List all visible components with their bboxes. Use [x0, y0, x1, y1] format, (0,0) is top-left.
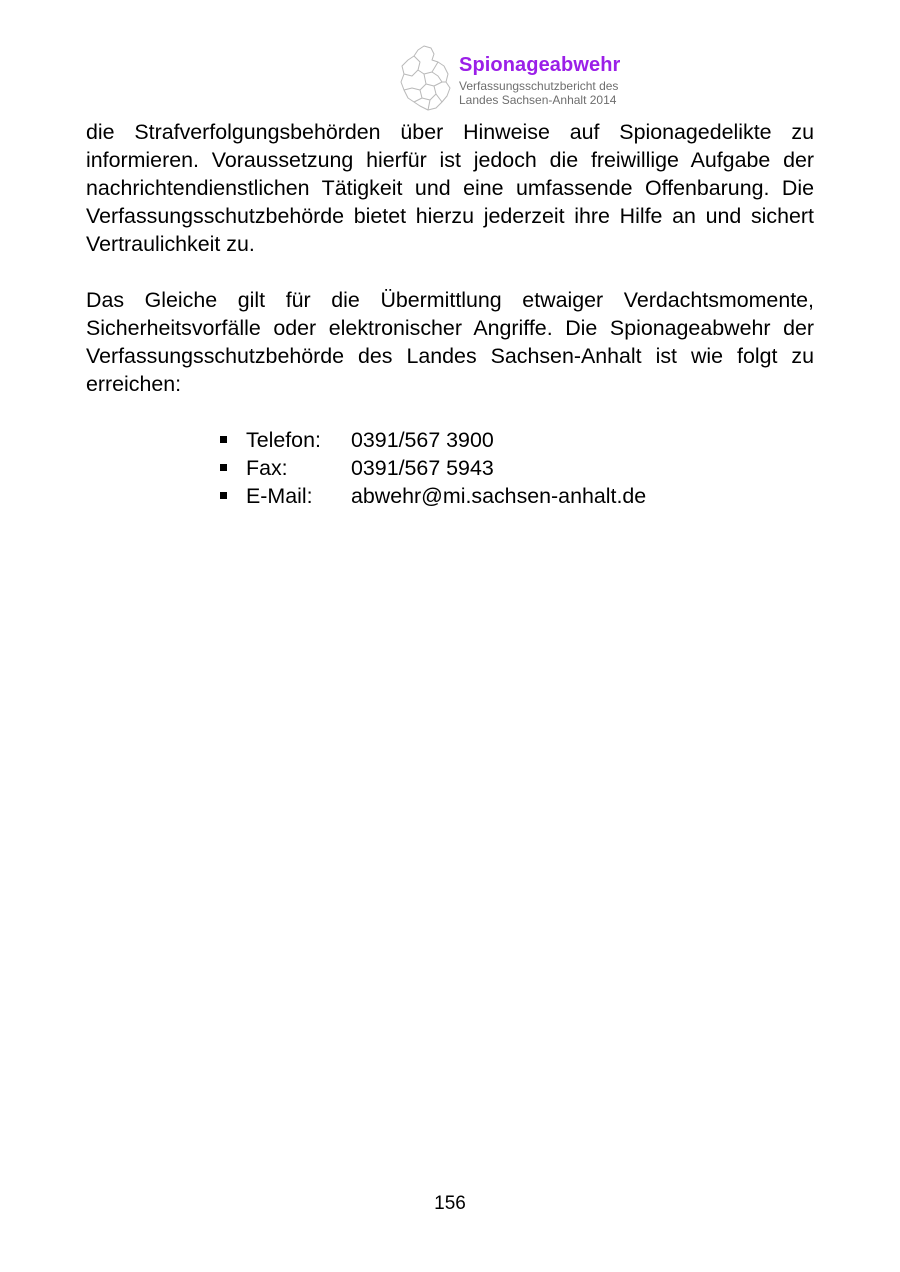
square-bullet-icon [220, 464, 227, 471]
page-number: 156 [434, 1193, 466, 1214]
sachsen-anhalt-map-outline-icon [398, 44, 454, 112]
contact-label: Fax: [246, 456, 288, 480]
square-bullet-icon [220, 436, 227, 443]
contact-item-email [220, 482, 814, 510]
contact-value-email[interactable]: abwehr@mi.sachsen-anhalt.de [351, 484, 647, 508]
square-bullet-icon [220, 492, 227, 499]
body-paragraph-1: die Strafverfolgungsbehörden über Hinweise auf Spionagedelikte zu informieren. Voraussetzung hierfür ist jedoch die freiwillige Aufgabe der nachrichtendienstlichen Tätigkeit und eine umfassende Offenbarung. Die Verfassungsschutzbehörde bietet hierzu jederzeit ihre Hilfe an und sichert Vertraulichkeit zu. [86, 120, 814, 256]
page-header [398, 44, 658, 114]
contact-item-fax [220, 454, 814, 482]
contact-value-telefon: 0391/567 3900 [351, 428, 494, 452]
header-title: Spionageabwehr [459, 54, 621, 76]
contact-label: Telefon: [246, 428, 321, 452]
contact-list [86, 426, 814, 510]
contact-label: E-Mail: [246, 484, 313, 508]
contact-value-fax: 0391/567 5943 [351, 456, 494, 480]
header-subtitle [459, 79, 618, 107]
body-paragraph-2: Das Gleiche gilt für die Übermittlung etwaiger Verdachtsmomente, Sicherheitsvorfälle oder elektronischer Angriffe. Die Spionageabwehr der Verfassungsschutzbehörde des Landes Sachsen-Anhalt ist wie folgt zu erreichen: [86, 288, 814, 396]
page-body [86, 118, 814, 510]
contact-item-telefon [220, 426, 814, 454]
header-subtitle-line-1: Verfassungsschutzbericht des [459, 79, 619, 93]
header-subtitle-line-2: Landes Sachsen-Anhalt 2014 [459, 93, 617, 107]
